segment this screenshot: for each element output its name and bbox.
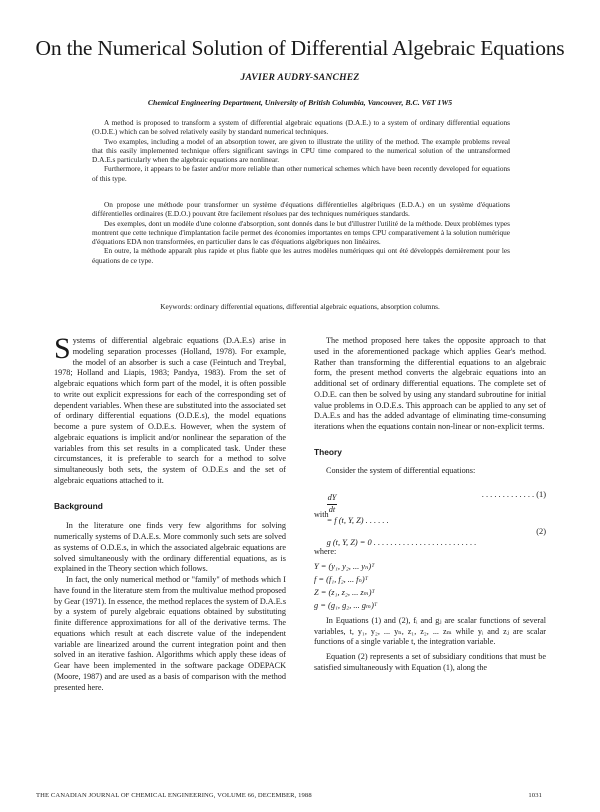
equation-2 — [314, 527, 546, 547]
derivative-fraction — [327, 493, 338, 516]
definition-z: Z = (z₁, z₂, ... zₘ)ᵀ — [314, 587, 375, 597]
definition-y: Y = (y₁, y₂, ... yₙ)ᵀ — [314, 561, 375, 571]
equation-1-number: . . . . . . . . . . . . . (1) — [481, 490, 546, 500]
equation-2-number: (2) — [536, 527, 546, 536]
abstract-fr-paragraph: On propose une méthode pour transformer un système d'équations différentielles algébriques (E.D.A.) en un système d'équations différentielles ordinaires (E.D.O.) pouvant être facilement résolues par des techniques numériques standards. — [92, 200, 510, 219]
equation-2-body: g (t, Y, Z) = 0 . . . . . . . . . . . . . . . . . . . . . . . . . — [326, 537, 477, 547]
paper-title: On the Numerical Solution of Differential Algebraic Equations — [35, 36, 565, 60]
abstract-fr-paragraph: En outre, la méthode apparaît plus rapide et plus fiable que les autres modèles numériques qui ont été développés dernièrement pour les équations de ce type. — [92, 246, 510, 265]
keywords: Keywords: ordinary differential equations, differential algebraic equations, absorption columns. — [160, 302, 440, 311]
abstract-english — [92, 118, 510, 183]
page-number: 1031 — [528, 792, 542, 799]
right-column — [314, 336, 546, 674]
with-label: with — [314, 510, 329, 520]
fraction-numerator: dY — [327, 493, 338, 505]
background-paragraph: In the literature one finds very few algorithms for solving numerically systems of D.A.E.s. More commonly such sets are solved as systems of O.D.E.s, in which the associated algebraic equations are solved simultaneously with the ordinary differential equations, as is explained in the Theory section which follows. — [54, 521, 286, 574]
where-label: where: — [314, 547, 337, 556]
equation-1-rhs: = f (t, Y, Z) . . . . . . — [326, 515, 389, 525]
abstract-en-paragraph: Furthermore, it appears to be faster and/or more reliable than other numerical schemes which have been recently developed for equations of this type. — [92, 164, 510, 183]
background-paragraph: In fact, the only numerical method or "family" of methods which I have found in the literature stem from the multivalue method proposed by Gear (1971). In essence, the method replaces the system of D.A.E.s by a system of purely algebraic equations obtained by substituting finite difference approximations for all of the derivative terms. The equations which result at each discrete value of the independent variable are linearized around the current integration point and then solved in an iterative fashion. Algorithms which apply these ideas of Gear have been implemented in the software package ODEPACK (Moore, 1987) and are used as a basis of comparison with the method presented here. — [54, 575, 286, 692]
drop-cap: S — [54, 332, 71, 365]
abstract-en-paragraph: Two examples, including a model of an absorption tower, are given to illustrate the utility of the method. The example problems reveal that this easily implemented technique offers significant savings in CPU time compared to the numerical solution of the untransformed D.A.E.s particularly when the algebraic equations are nonlinear. — [92, 136, 510, 165]
abstract-fr-paragraph: Des exemples, dont un modèle d'une colonne d'absorption, sont donnés dans le but d'illustrer l'utilité de la méthode. Deux problèmes types montrent que cette technique d'implantation facile permet des économies importantes en temps CPU comparativement à la solution numérique d'équations EDA non transformées, en particulier dans le cas d'équations algébriques non linéaires. — [92, 218, 510, 247]
intro-paragraph — [54, 332, 286, 487]
theory-paragraph: Equation (2) represents a set of subsidiary conditions that must be satisfied simultaneously with Equation (1), along the — [314, 652, 546, 672]
definition-g: g = (g₁, g₂, ... gₘ)ᵀ — [314, 600, 378, 610]
intro-text: ystems of differential algebraic equations (D.A.E.s) arise in modeling separation processes (Holland, 1978). For example, the model of an absorber is such a case (Feintuch and Treybal, 1978; Holland and Liapis, 1983; Pandya, 1983). From the set of algebraic equations which form part of the model, it is often possible to write out explicit expressions for each of the corresponding set of dependent variables. When these are substituted into the associated set of ordinary differential equations (O.D.E.s), the model equations become a pure system of O.D.E.s. However, when the system of algebraic equations is implicit and/or nonlinear the separation of the variables from this set results in a complicated task. Under these circumstances, it is preferable to search for a method to solve simultaneously both sets, the system of O.D.E.s and the set of algebraic equations attached to it. — [54, 336, 286, 485]
theory-paragraph: In Equations (1) and (2), fᵢ and gⱼ are scalar functions of several variables, t, y₁, y₂, ... yₙ, z₁, z₂, ... zₘ while yᵢ and zⱼ are scalar functions of a single variable t, the integration variable. — [314, 615, 546, 647]
theory-intro: Consider the system of differential equations: — [326, 465, 476, 475]
section-heading-theory: Theory — [314, 446, 342, 457]
abstract-french — [92, 200, 510, 265]
author-affiliation: Chemical Engineering Department, University of British Columbia, Vancouver, B.C. V6T 1W5 — [147, 98, 453, 107]
abstract-en-paragraph: A method is proposed to transform a system of differential algebraic equations (D.A.E.) to a system of ordinary differential equations (O.D.E.) which can be solved relatively easily by standard numerical techniques. — [92, 118, 510, 137]
definition-f: f = (f₁, f₂, ... fₙ)ᵀ — [314, 574, 368, 584]
journal-footer: THE CANADIAN JOURNAL OF CHEMICAL ENGINEERING, VOLUME 66, DECEMBER, 1988 — [36, 792, 312, 799]
author-name: JAVIER AUDRY-SANCHEZ — [240, 72, 360, 83]
left-column — [54, 332, 286, 693]
section-heading-background: Background — [54, 500, 103, 511]
method-paragraph: The method proposed here takes the opposite approach to that used in the aforementioned package which applies Gear's method. Rather than transforming the differential equations to an algebraic form, the present method converts the algebraic equations into an additional set of ordinary differential equations. The complete set of O.D.E. can then be solved by using any standard subroutine for initial value problems in O.D.E.s. This approach can be applied to any set of D.A.E.s and has the added advantage of eliminating time-consuming iterations when the equations contain non-linear or non-explicit terms. — [314, 336, 546, 431]
fraction-denominator: dt — [328, 504, 336, 514]
